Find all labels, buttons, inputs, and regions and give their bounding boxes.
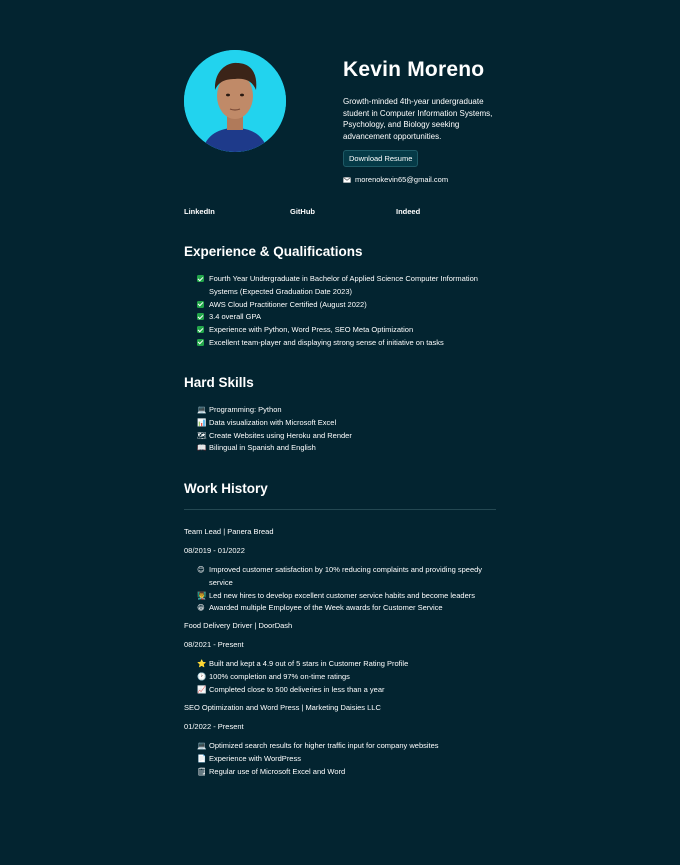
- smile-icon: 😊: [197, 565, 205, 574]
- job-list: [197, 658, 497, 696]
- skills-list: [197, 404, 497, 455]
- list-item: 😊 Improved customer satisfaction by 10% reducing complaints and providing speedy service: [197, 564, 497, 590]
- experience-list: [197, 273, 497, 350]
- list-item: 💻 Optimized search results for higher traffic input for company websites: [197, 740, 497, 753]
- list-item: 🗺 Create Websites using Heroku and Render: [197, 430, 497, 443]
- job-title: SEO Optimization and Word Press | Marketing Daisies LLC: [184, 703, 381, 712]
- trend-chart-icon: 📈: [197, 684, 207, 694]
- job-date: 08/2021 - Present: [184, 640, 244, 649]
- laptop-icon: 💻: [197, 405, 207, 414]
- list-item: 💻 Programming: Python: [197, 404, 497, 417]
- star-icon: ⭐: [197, 659, 207, 668]
- experience-heading: Experience & Qualifications: [184, 244, 363, 259]
- github-link[interactable]: GitHub: [290, 207, 315, 216]
- intro-section: [343, 58, 503, 184]
- list-item: Fourth Year Undergraduate in Bachelor of Applied Science Computer Information Systems (Expected Graduation Date 2023): [197, 273, 497, 299]
- avatar: [184, 50, 286, 152]
- list-item: AWS Cloud Practitioner Certified (August 2022): [197, 299, 497, 312]
- list-item: 👨‍🏫 Led new hires to develop excellent customer service habits and become leaders: [197, 590, 497, 603]
- list-item: 3.4 overall GPA: [197, 311, 497, 324]
- globe-icon: 🗺: [197, 430, 207, 440]
- clock-icon: 🕐: [197, 671, 207, 681]
- job-date: 08/2019 - 01/2022: [184, 546, 245, 555]
- checkmark-icon: [197, 313, 204, 320]
- laptop-icon: 💻: [197, 741, 207, 750]
- bar-chart-icon: 📊: [197, 417, 207, 427]
- list-item: ⭐ Built and kept a 4.9 out of 5 stars in Customer Rating Profile: [197, 658, 497, 671]
- list-item: 📖 Bilingual in Spanish and English: [197, 442, 497, 455]
- list-item: 📈 Completed close to 500 deliveries in less than a year: [197, 684, 497, 697]
- checkmark-icon: [197, 339, 204, 346]
- job-title: Team Lead | Panera Bread: [184, 527, 274, 536]
- book-icon: 📖: [197, 443, 207, 453]
- job-date: 01/2022 - Present: [184, 722, 244, 731]
- profile-tagline: Growth-minded 4th-year undergraduate student in Computer Information Systems, Psychology, and Biology seeking advancement opportunities.: [343, 97, 493, 141]
- list-item: 📊 Data visualization with Microsoft Excel: [197, 417, 497, 430]
- social-links: [184, 207, 420, 216]
- email-link[interactable]: [343, 175, 503, 184]
- email-text: morenokevin65@gmail.com: [355, 175, 449, 184]
- checkmark-icon: [197, 275, 204, 282]
- download-resume-button[interactable]: Download Resume: [343, 150, 418, 167]
- job-list: [197, 564, 497, 615]
- grin-icon: 😁: [197, 603, 205, 613]
- teacher-icon: 👨‍🏫: [197, 590, 207, 600]
- notepad-icon: 🗒: [197, 766, 207, 776]
- list-item: 🗒 Regular use of Microsoft Excel and Word: [197, 766, 497, 779]
- list-item: 😁 Awarded multiple Employee of the Week awards for Customer Service: [197, 602, 497, 615]
- checkmark-icon: [197, 301, 204, 308]
- indeed-link[interactable]: Indeed: [396, 207, 421, 216]
- list-item: Experience with Python, Word Press, SEO Meta Optimization: [197, 324, 497, 337]
- list-item: Excellent team-player and displaying strong sense of initiative on tasks: [197, 337, 497, 350]
- work-heading: Work History: [184, 481, 268, 496]
- divider: [184, 509, 496, 510]
- list-item: 🕐 100% completion and 97% on-time ratings: [197, 671, 497, 684]
- job-list: [197, 740, 497, 778]
- page-icon: 📄: [197, 753, 207, 763]
- linkedin-link[interactable]: LinkedIn: [184, 207, 215, 216]
- skills-heading: Hard Skills: [184, 375, 254, 390]
- job-title: Food Delivery Driver | DoorDash: [184, 621, 293, 630]
- envelope-icon: [343, 177, 351, 183]
- profile-name: Kevin Moreno: [343, 58, 485, 81]
- checkmark-icon: [197, 326, 204, 333]
- list-item: 📄 Experience with WordPress: [197, 753, 497, 766]
